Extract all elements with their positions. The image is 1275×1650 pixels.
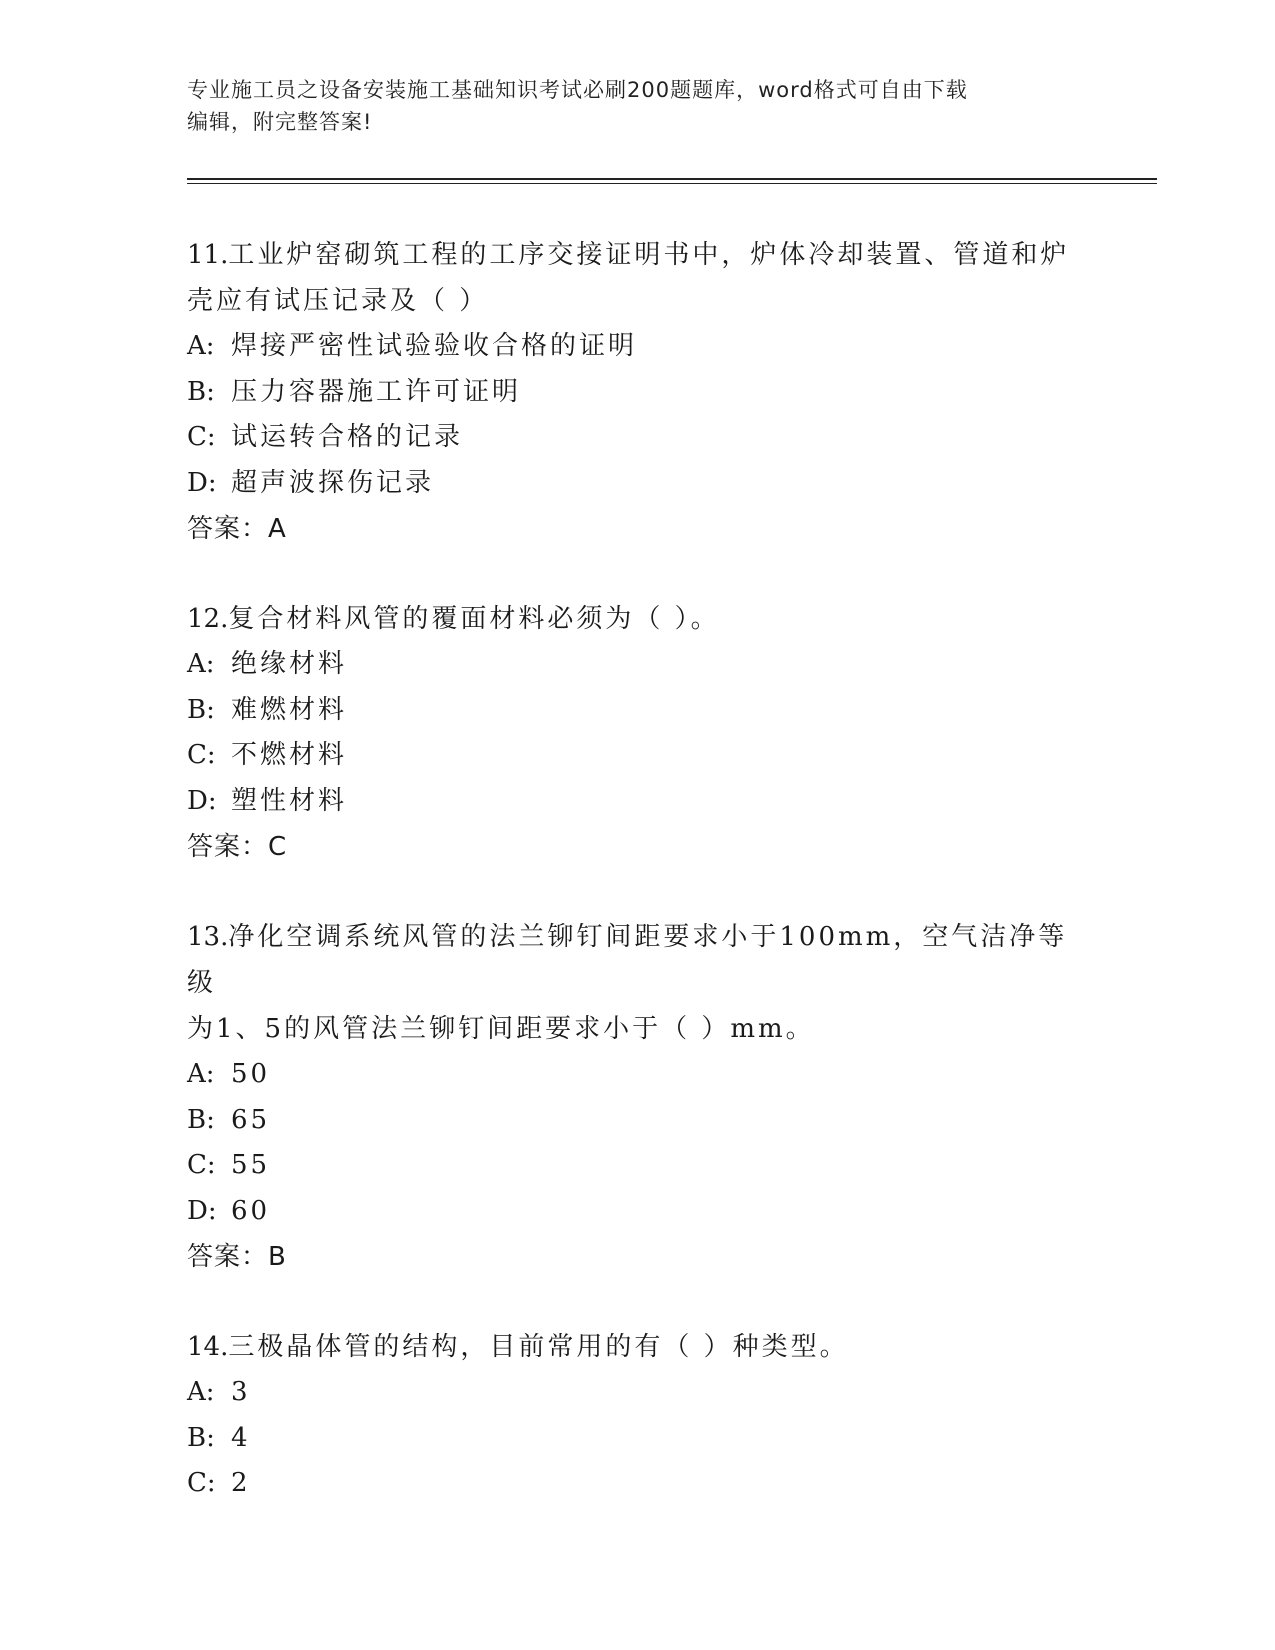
option-text: 塑性材料 bbox=[231, 785, 348, 816]
option-text: 55 bbox=[231, 1150, 271, 1180]
option-d bbox=[187, 461, 1087, 507]
question-number: 13. bbox=[187, 922, 229, 952]
header-line-1: 专业施工员之设备安装施工基础知识考试必刷200题题库，word格式可自由下载 bbox=[187, 78, 968, 102]
header-divider-thin bbox=[187, 183, 1157, 184]
option-letter: B: bbox=[187, 376, 215, 407]
option-letter: A: bbox=[187, 649, 215, 679]
question-text bbox=[187, 1324, 1087, 1370]
option-letter: B: bbox=[187, 1422, 215, 1453]
option-letter: A: bbox=[187, 1059, 215, 1089]
question-text-line-1: 三极晶体管的结构，目前常用的有（ ）种类型。 bbox=[228, 1332, 849, 1362]
option-d bbox=[187, 779, 1087, 825]
option-text: 50 bbox=[231, 1059, 271, 1089]
question-list bbox=[187, 232, 1087, 1551]
option-text: 3 bbox=[231, 1377, 251, 1407]
option-b bbox=[187, 370, 1087, 416]
option-text: 2 bbox=[231, 1468, 251, 1498]
option-letter: C: bbox=[187, 422, 216, 452]
option-letter: D: bbox=[187, 1195, 217, 1226]
option-text: 不燃材料 bbox=[231, 740, 348, 770]
answer-line: 答案：A bbox=[187, 514, 287, 544]
option-text: 压力容器施工许可证明 bbox=[231, 376, 522, 407]
option-text: 60 bbox=[231, 1195, 271, 1226]
question-12 bbox=[187, 596, 1087, 870]
option-d bbox=[187, 1189, 1087, 1235]
question-text-line-1: 复合材料风管的覆面材料必须为（ ）。 bbox=[228, 604, 720, 634]
option-letter: C: bbox=[187, 1150, 216, 1180]
question-text-line-1: 工业炉窑砌筑工程的工序交接证明书中，炉体冷却装置、管道和炉 bbox=[228, 240, 1070, 270]
question-text bbox=[187, 596, 1087, 642]
option-c bbox=[187, 1461, 1087, 1507]
option-text: 焊接严密性试验验收合格的证明 bbox=[231, 331, 638, 361]
option-letter: A: bbox=[187, 1377, 215, 1407]
question-13 bbox=[187, 914, 1087, 1280]
question-number: 11. bbox=[187, 240, 229, 270]
option-text: 试运转合格的记录 bbox=[231, 422, 464, 452]
option-text: 难燃材料 bbox=[231, 694, 348, 725]
question-14 bbox=[187, 1324, 1087, 1507]
question-number: 12. bbox=[187, 604, 229, 634]
header-divider-thick bbox=[187, 178, 1157, 180]
question-text-line-1: 净化空调系统风管的法兰铆钉间距要求小于100mm，空气洁净等级 bbox=[187, 922, 1068, 998]
question-text bbox=[187, 914, 1087, 1006]
option-b bbox=[187, 688, 1087, 734]
option-letter: B: bbox=[187, 694, 215, 725]
option-letter: D: bbox=[187, 785, 217, 816]
option-a bbox=[187, 324, 1087, 370]
option-text: 65 bbox=[231, 1104, 271, 1135]
question-text-line-2: 为1、5的风管法兰铆钉间距要求小于（ ）mm。 bbox=[187, 1014, 815, 1044]
option-text: 绝缘材料 bbox=[231, 649, 348, 679]
option-c bbox=[187, 415, 1087, 461]
option-letter: C: bbox=[187, 1468, 216, 1498]
document-header bbox=[187, 74, 1067, 138]
option-b bbox=[187, 1416, 1087, 1462]
question-text-line-2: 壳应有试压记录及（ ） bbox=[187, 286, 489, 316]
option-a bbox=[187, 1052, 1087, 1098]
answer-line: 答案：C bbox=[187, 832, 288, 862]
option-c bbox=[187, 1143, 1087, 1189]
option-text: 超声波探伤记录 bbox=[231, 467, 435, 498]
question-number: 14. bbox=[187, 1332, 229, 1362]
option-letter: D: bbox=[187, 467, 217, 498]
answer-line: 答案：B bbox=[187, 1242, 287, 1272]
question-text bbox=[187, 232, 1087, 278]
option-c bbox=[187, 733, 1087, 779]
option-b bbox=[187, 1098, 1087, 1144]
option-a bbox=[187, 642, 1087, 688]
question-11 bbox=[187, 232, 1087, 552]
option-letter: A: bbox=[187, 331, 215, 361]
header-line-2: 编辑，附完整答案! bbox=[187, 110, 373, 134]
option-letter: C: bbox=[187, 740, 216, 770]
option-letter: B: bbox=[187, 1104, 215, 1135]
option-a bbox=[187, 1370, 1087, 1416]
option-text: 4 bbox=[231, 1422, 251, 1453]
